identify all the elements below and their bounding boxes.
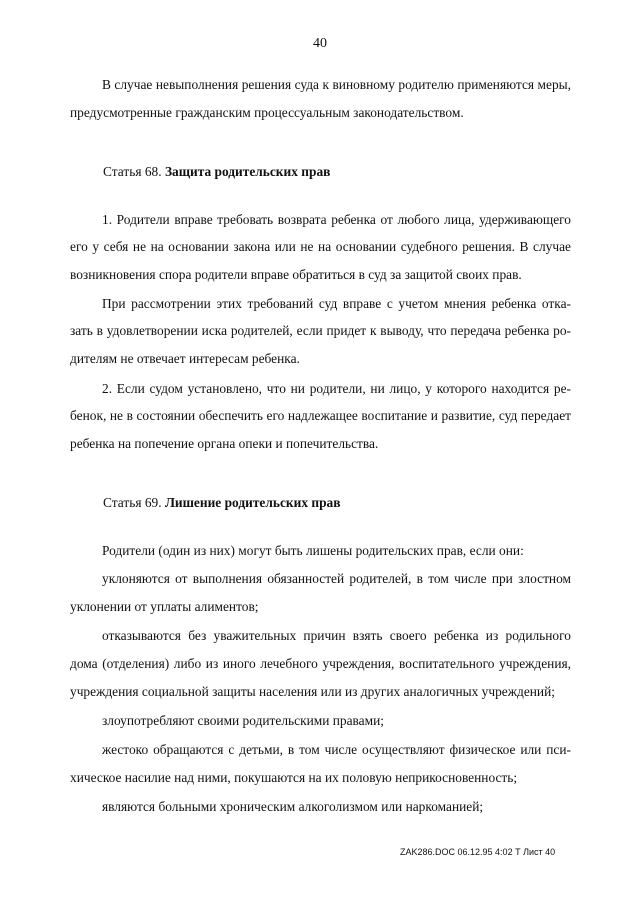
paragraph-line: дома (отделения) либо из иного лечебного учреждения, воспитательного учреждения, bbox=[70, 656, 571, 671]
page-footer: ZAK286.DOC 06.12.95 4:02 Т Лист 40 bbox=[400, 847, 556, 857]
page-number: 40 bbox=[313, 36, 327, 51]
paragraph-line: учреждения социальной защиты населения или из других аналогичных учреждений; bbox=[70, 684, 555, 699]
paragraph-line: 1. Родители вправе требовать возврата ребенка от любого лица, удерживающего bbox=[102, 212, 571, 227]
paragraph-line: зать в удовлетворении иска родителей, если придет к выводу, что передача ребенка ро- bbox=[70, 323, 571, 338]
paragraph-line: злоупотребляют своими родительскими правами; bbox=[102, 713, 384, 728]
paragraph-line: ребенка на попечение органа опеки и попечительства. bbox=[70, 436, 379, 451]
article-prefix: Статья 68. bbox=[103, 164, 162, 179]
paragraph-line: 2. Если судом установлено, что ни родители, ни лицо, у которого находится ре- bbox=[102, 381, 571, 396]
article-title: Защита родительских прав bbox=[164, 164, 331, 179]
paragraph-line: являются больными хроническим алкоголизмом или наркоманией; bbox=[102, 799, 484, 814]
paragraph-line: возникновения спора родители вправе обратиться в суд за защитой своих прав. bbox=[70, 267, 522, 282]
paragraph-line: уклоняются от выполнения обязанностей родителей, в том числе при злостном bbox=[102, 571, 571, 586]
article-title: Лишение родительских прав bbox=[164, 495, 341, 510]
article-68-heading bbox=[103, 163, 330, 181]
paragraph-line: В случае невыполнения решения суда к виновному родителю применяются меры, bbox=[102, 77, 571, 92]
article-prefix: Статья 69. bbox=[103, 495, 162, 510]
paragraph-line: При рассмотрении этих требований суд вправе с учетом мнения ребенка отка- bbox=[102, 296, 571, 311]
article-69-heading bbox=[103, 494, 340, 512]
paragraph-line: дителям не отвечает интересам ребенка. bbox=[70, 351, 300, 366]
paragraph-line: жестоко обращаются с детьми, в том числе осуществляют физическое или пси- bbox=[102, 742, 571, 757]
paragraph-line: хическое насилие над ними, покушаются на их половую неприкосновенность; bbox=[70, 770, 518, 785]
paragraph-line: отказываются без уважительных причин взять своего ребенка из родильного bbox=[102, 628, 571, 643]
paragraph-line: предусмотренные гражданским процессуальным законодательством. bbox=[70, 105, 464, 120]
paragraph-line: его у себя не на основании закона или не на основании судебного решения. В случае bbox=[70, 239, 571, 254]
paragraph-line: Родители (один из них) могут быть лишены родительских прав, если они: bbox=[102, 543, 524, 558]
paragraph-line: уклонении от уплаты алиментов; bbox=[70, 599, 259, 614]
paragraph-line: бенок, не в состоянии обеспечить его надлежащее воспитание и развитие, суд передает bbox=[70, 408, 571, 423]
